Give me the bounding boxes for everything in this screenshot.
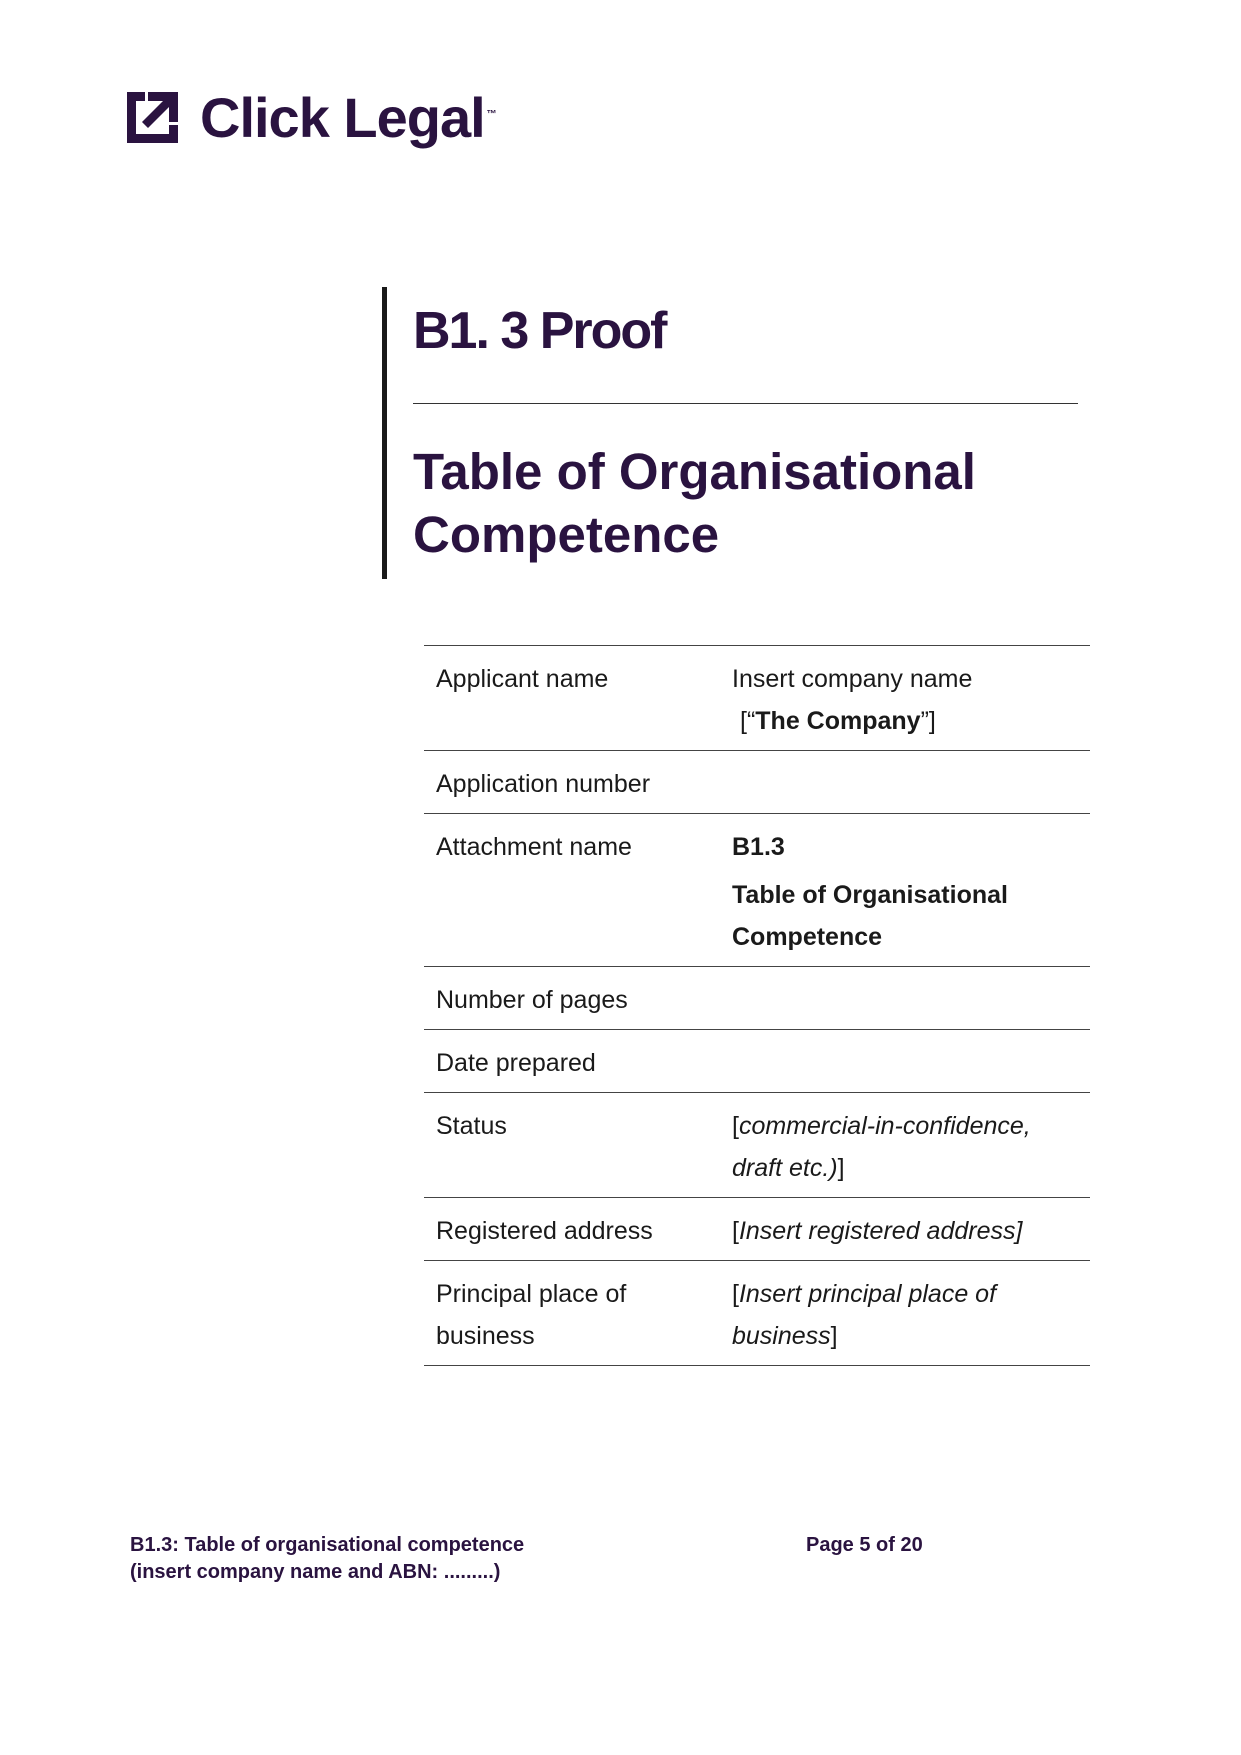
arrow-up-right-box-icon: [121, 88, 182, 149]
registered-address-value: [720, 1198, 1090, 1261]
application-number-value: [720, 751, 1090, 814]
page-number: Page 5 of 20: [806, 1534, 923, 1556]
attachment-code: B1.3: [732, 833, 785, 861]
table-row: [424, 1198, 1090, 1261]
application-number-label: Application number: [424, 751, 720, 814]
applicant-name-label: Applicant name: [424, 646, 720, 751]
bracket-open: [: [732, 1217, 739, 1245]
registered-address-placeholder: Insert registered address]: [738, 1217, 1023, 1245]
bracket-close: ”]: [920, 707, 936, 735]
bracket-close: ]: [837, 1154, 845, 1182]
status-label: Status: [424, 1093, 720, 1198]
applicant-name-value: [720, 646, 1090, 751]
table-row: [424, 1093, 1090, 1198]
details-table: [424, 645, 1090, 1366]
table-row: [424, 751, 1090, 814]
trademark-mark: ™: [486, 108, 497, 120]
brand-logo: [121, 86, 497, 150]
table-row: [424, 967, 1090, 1030]
title-accent-bar: [382, 287, 387, 579]
date-prepared-label: Date prepared: [424, 1030, 720, 1093]
principal-place-placeholder: Insert principal place of business: [732, 1280, 997, 1350]
bracket-open: [: [732, 1112, 739, 1140]
principal-place-label: Principal place of business: [424, 1261, 720, 1366]
number-of-pages-label: Number of pages: [424, 967, 720, 1030]
company-placeholder: The Company: [755, 707, 921, 735]
footer-document-info: [130, 1532, 524, 1586]
principal-place-value: [720, 1261, 1090, 1366]
table-row: [424, 646, 1090, 751]
section-code: B1. 3 Proof: [413, 302, 666, 360]
table-row: [424, 814, 1090, 967]
applicant-name-line2: [732, 700, 1078, 742]
footer-line-2: (insert company name and ABN: .........): [130, 1561, 501, 1583]
table-row: [424, 1030, 1090, 1093]
number-of-pages-value: [720, 967, 1090, 1030]
attachment-name-label: Attachment name: [424, 814, 720, 967]
registered-address-label: Registered address: [424, 1198, 720, 1261]
title-divider: [413, 403, 1078, 404]
status-value: [720, 1093, 1090, 1198]
brand-name: Click Legal: [200, 86, 485, 149]
document-title: Table of Organisational Competence: [413, 443, 976, 563]
attachment-title: Table of Organisational Competence: [732, 881, 1008, 951]
applicant-name-line1: Insert company name: [732, 665, 973, 693]
bracket-close: ]: [830, 1322, 838, 1350]
footer-line-1: B1.3: Table of organisational competence: [130, 1534, 525, 1556]
date-prepared-value: [720, 1030, 1090, 1093]
table-row: [424, 1261, 1090, 1366]
bracket-open: [: [732, 1280, 739, 1308]
attachment-name-value: [720, 814, 1090, 967]
status-placeholder: commercial-in-confidence, draft etc.): [732, 1112, 1031, 1182]
bracket-open: [“: [740, 707, 756, 735]
